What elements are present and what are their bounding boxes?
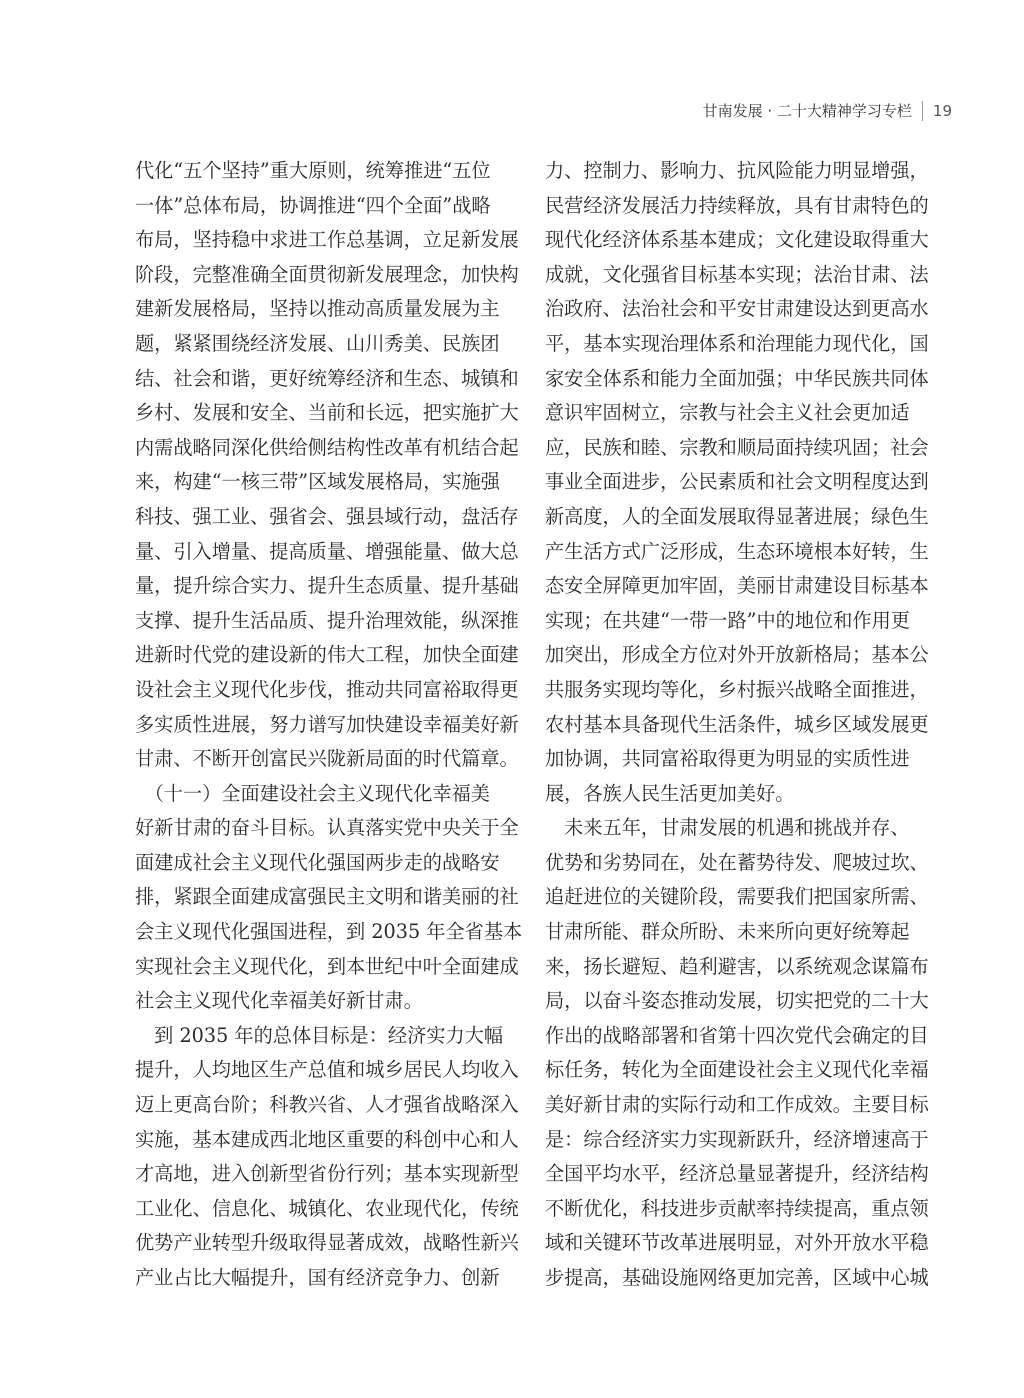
text-line: 不断优化，科技进步贡献率持续提高，重点领 [545, 1196, 929, 1220]
text-line: 实现社会主义现代化，到本世纪中叶全面建成 [135, 954, 519, 978]
text-line: 局，以奋斗姿态推动发展，切实把党的二十大 [545, 989, 929, 1013]
text-line: 排，紧跟全面建成富强民主文明和谐美丽的社 [135, 885, 519, 909]
page-header [703, 100, 952, 121]
text-line: 来，构建“一核三带”区域发展格局，实施强 [135, 470, 500, 494]
text-line: 量、引入增量、提高质量、增强能量、做大总 [135, 539, 519, 563]
page-number: 19 [932, 101, 952, 120]
text-line: 实现；在共建“一带一路”中的地位和作用更 [545, 608, 910, 632]
text-line: 代化“五个坚持”重大原则，统筹推进“五位 [135, 159, 491, 182]
text-line: 建新发展格局，坚持以推动高质量发展为主 [135, 297, 500, 321]
text-line: 产业占比大幅提升，国有经济竞争力、创新 [135, 1266, 500, 1289]
text-line: 现代化经济体系基本建成；文化建设取得重大 [545, 228, 929, 252]
text-line: 域和关键环节改革进展明显，对外开放水平稳 [545, 1231, 929, 1255]
text-line: 全国平均水平，经济总量显著提升，经济结构 [545, 1162, 929, 1186]
column-title: 甘南发展 · 二十大精神学习专栏 [702, 102, 912, 120]
text-line: 事业全面进步，公民素质和社会文明程度达到 [545, 470, 929, 494]
text-line: 一体”总体布局，协调推进“四个全面”战略 [135, 193, 491, 217]
text-line: 优势产业转型升级取得显著成效，战略性新兴 [135, 1231, 519, 1255]
text-line: 态安全屏障更加牢固，美丽甘肃建设目标基本 [545, 574, 929, 598]
text-line: 优势和劣势同在，处在蓄势待发、爬坡过坎、 [545, 850, 929, 874]
text-line: 内需战略同深化供给侧结构性改革有机结合起 [135, 435, 519, 459]
text-line: 是：综合经济实力实现新跃升，经济增速高于 [545, 1127, 929, 1151]
text-line: 追赶进位的关键阶段，需要我们把国家所需、 [545, 885, 929, 909]
text-line: 实施，基本建成西北地区重要的科创中心和人 [135, 1127, 519, 1151]
right-text-column [545, 154, 929, 1296]
text-line: 才高地，进入创新型省份行列；基本实现新型 [135, 1162, 519, 1186]
text-line: 产生活方式广泛形成，生态环境根本好转，生 [545, 539, 929, 563]
text-line: 迈上更高台阶；科教兴省、人才强省战略深入 [135, 1093, 519, 1117]
text-line: 农村基本具备现代生活条件，城乡区域发展更 [545, 712, 929, 736]
text-line: 共服务实现均等化，乡村振兴战略全面推进， [545, 677, 929, 701]
text-line: 社会主义现代化幸福美好新甘肃。 [135, 989, 423, 1013]
text-line: 作出的战略部署和省第十四次党代会确定的目 [545, 1023, 929, 1047]
text-line: 支撑、提升生活品质、提升治理效能，纵深推 [135, 608, 519, 632]
text-line: 成就，文化强省目标基本实现；法治甘肃、法 [545, 262, 929, 286]
text-line: 家安全体系和能力全面加强；中华民族共同体 [545, 366, 929, 390]
text-line: 多实质性进展，努力谱写加快建设幸福美好新 [135, 712, 519, 736]
text-line: 标任务，转化为全面建设社会主义现代化幸福 [545, 1058, 929, 1082]
text-line: 步提高，基础设施网络更加完善，区域中心城 [545, 1266, 929, 1289]
text-line: 布局，坚持稳中求进工作总基调，立足新发展 [135, 228, 519, 252]
text-line: 科技、强工业、强省会、强县域行动，盘活存 [135, 504, 519, 528]
text-line: 未来五年，甘肃发展的机遇和挑战并存、 [545, 816, 910, 840]
text-line: 设社会主义现代化步伐，推动共同富裕取得更 [135, 677, 519, 701]
text-line: 进新时代党的建设新的伟大工程，加快全面建 [135, 643, 519, 667]
text-line: 甘肃、不断开创富民兴陇新局面的时代篇章。 [135, 747, 519, 771]
text-line: 加突出，形成全方位对外开放新格局；基本公 [545, 643, 929, 667]
text-line: 结、社会和谐，更好统筹经济和生态、城镇和 [135, 366, 519, 390]
text-line: 力、控制力、影响力、抗风险能力明显增强， [545, 159, 929, 182]
text-line: 会主义现代化强国进程，到 2035 年全省基本 [135, 920, 523, 944]
text-line: 题，紧紧围绕经济发展、山川秀美、民族团 [135, 331, 500, 355]
text-line: 乡村、发展和安全、当前和长远，把实施扩大 [135, 401, 519, 425]
text-line: 展，各族人民生活更加美好。 [545, 781, 795, 805]
text-line: 新高度，人的全面发展取得显著进展；绿色生 [545, 504, 929, 528]
text-line: 应，民族和睦、宗教和顺局面持续巩固；社会 [545, 435, 929, 459]
text-line: 美好新甘肃的实际行动和工作成效。主要目标 [545, 1093, 929, 1117]
text-line: 民营经济发展活力持续释放，具有甘肃特色的 [545, 193, 929, 217]
text-line: 来，扬长避短、趋利避害，以系统观念谋篇布 [545, 954, 929, 978]
text-line: 治政府、法治社会和平安甘肃建设达到更高水 [545, 297, 929, 321]
text-line: 到 2035 年的总体目标是：经济实力大幅 [135, 1023, 504, 1047]
text-line: 提升，人均地区生产总值和城乡居民人均收入 [135, 1058, 519, 1082]
text-line: 面建成社会主义现代化强国两步走的战略安 [135, 850, 500, 874]
text-line: 平，基本实现治理体系和治理能力现代化，国 [545, 331, 929, 355]
text-line: 量，提升综合实力、提升生态质量、提升基础 [135, 574, 519, 598]
left-text-column [135, 154, 523, 1296]
text-line: 好新甘肃的奋斗目标。认真落实党中央关于全 [135, 816, 519, 840]
text-line: 甘肃所能、群众所盼、未来所向更好统筹起 [545, 920, 910, 944]
text-line: 意识牢固树立，宗教与社会主义社会更加适 [545, 401, 910, 425]
text-line: （十一）全面建设社会主义现代化幸福美 [135, 781, 490, 805]
text-line: 工业化、信息化、城镇化、农业现代化，传统 [135, 1196, 519, 1220]
text-line: 阶段，完整准确全面贯彻新发展理念，加快构 [135, 262, 519, 286]
text-line: 加协调，共同富裕取得更为明显的实质性进 [545, 747, 910, 771]
header-divider [922, 101, 923, 121]
